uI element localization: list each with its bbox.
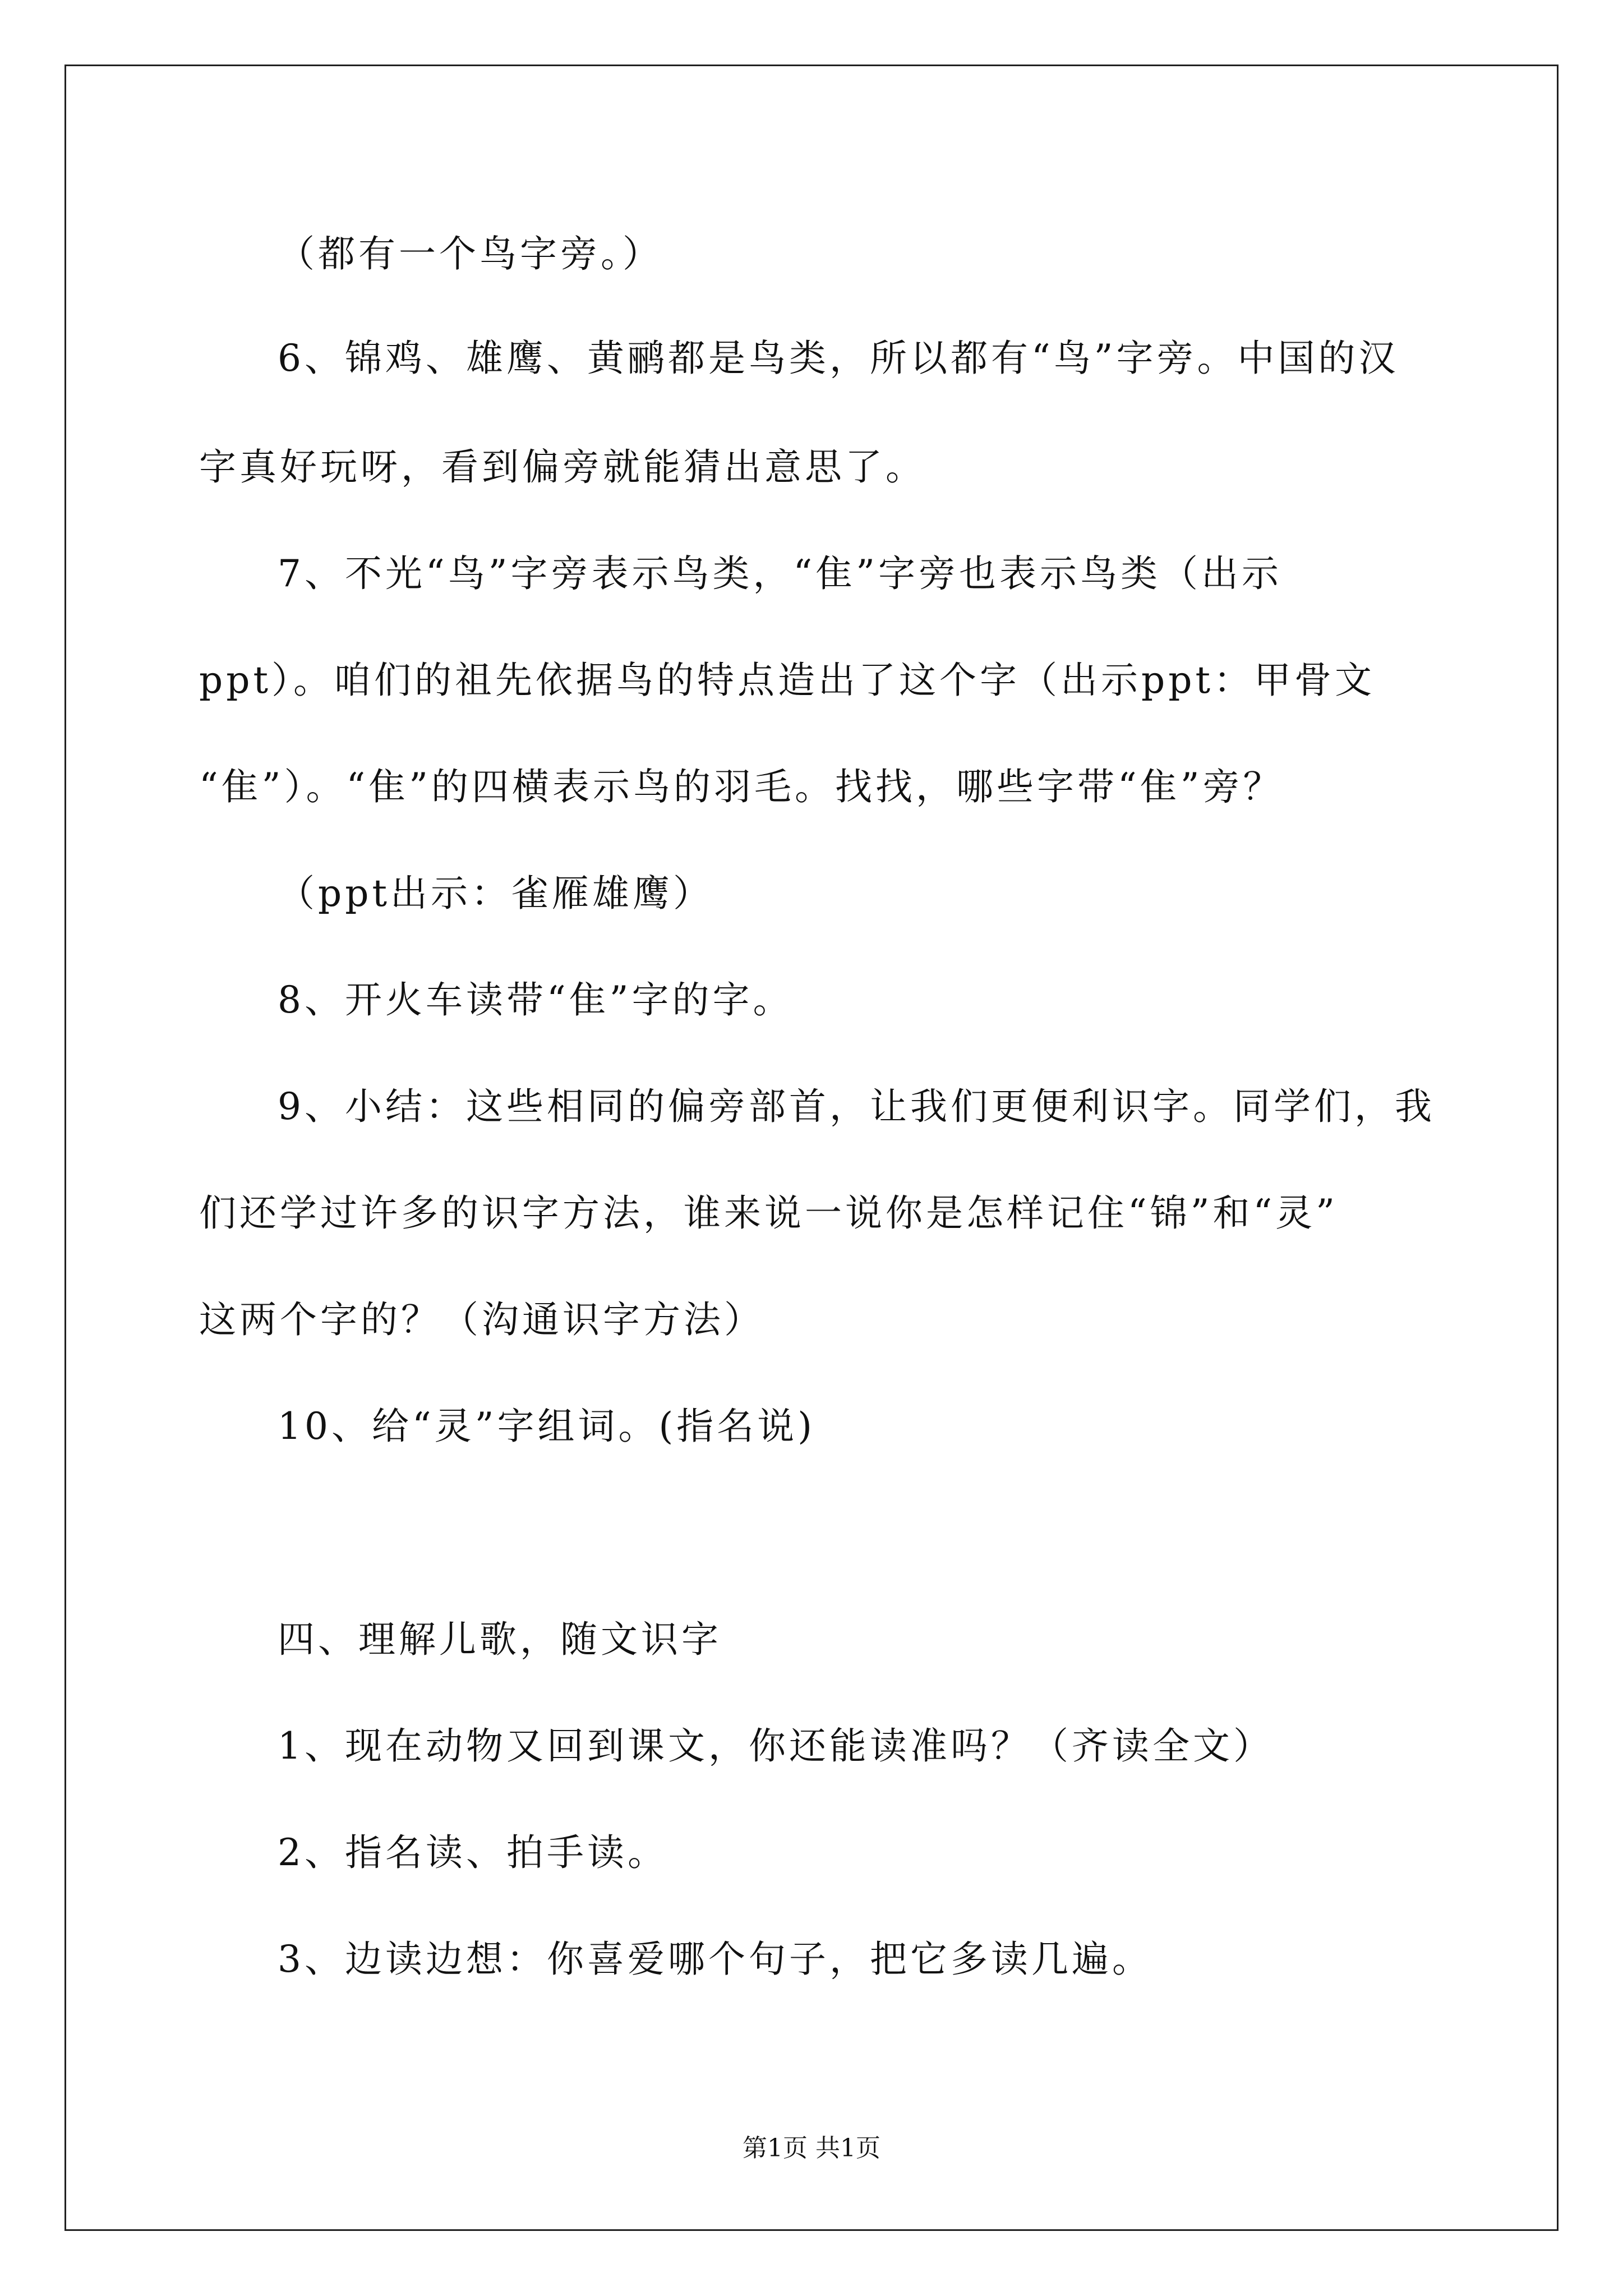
paragraph-line-15: 2、指名读、拍手读。 bbox=[278, 1831, 668, 1874]
paragraph-line-14: 1、现在动物又回到课文，你还能读准吗？（齐读全文） bbox=[278, 1724, 1274, 1768]
paragraph-line-6: “隹”）。“隹”的四横表示鸟的羽毛。找找，哪些字带“隹”旁？ bbox=[199, 765, 1284, 808]
paragraph-line-16: 3、边读边想：你喜爱哪个句子，把它多读几遍。 bbox=[278, 1938, 1152, 1981]
paragraph-line-7: （ppt出示：雀雁雄鹰） bbox=[278, 872, 714, 915]
section-heading: 四、理解儿歌，随文识字 bbox=[278, 1618, 722, 1661]
paragraph-line-2: 6、锦鸡、雄鹰、黄鹂都是鸟类，所以都有“鸟”字旁。中国的汉 bbox=[278, 337, 1399, 380]
page-border bbox=[64, 65, 1559, 2231]
paragraph-line-1: （都有一个鸟字旁。） bbox=[278, 232, 663, 275]
paragraph-line-3: 字真好玩呀，看到偏旁就能猜出意思了。 bbox=[199, 445, 926, 489]
paragraph-line-9: 9、小结：这些相同的偏旁部首，让我们更便利识字。同学们，我 bbox=[278, 1085, 1435, 1128]
paragraph-line-12: 10、给“灵”字组词。(指名说) bbox=[278, 1405, 815, 1448]
paragraph-line-8: 8、开火车读带“隹”字的字。 bbox=[278, 978, 794, 1022]
page-number-footer: 第1页 共1页 bbox=[743, 2134, 880, 2162]
paragraph-line-5: ppt）。咱们的祖先依据鸟的特点造出了这个字（出示ppt：甲骨文 bbox=[199, 659, 1376, 702]
paragraph-line-11: 这两个字的？（沟通识字方法） bbox=[199, 1298, 764, 1341]
paragraph-line-4: 7、不光“鸟”字旁表示鸟类，“隹”字旁也表示鸟类（出示 bbox=[278, 552, 1282, 595]
paragraph-line-10: 们还学过许多的识字方法，谁来说一说你是怎样记住“锦”和“灵” bbox=[199, 1191, 1338, 1235]
